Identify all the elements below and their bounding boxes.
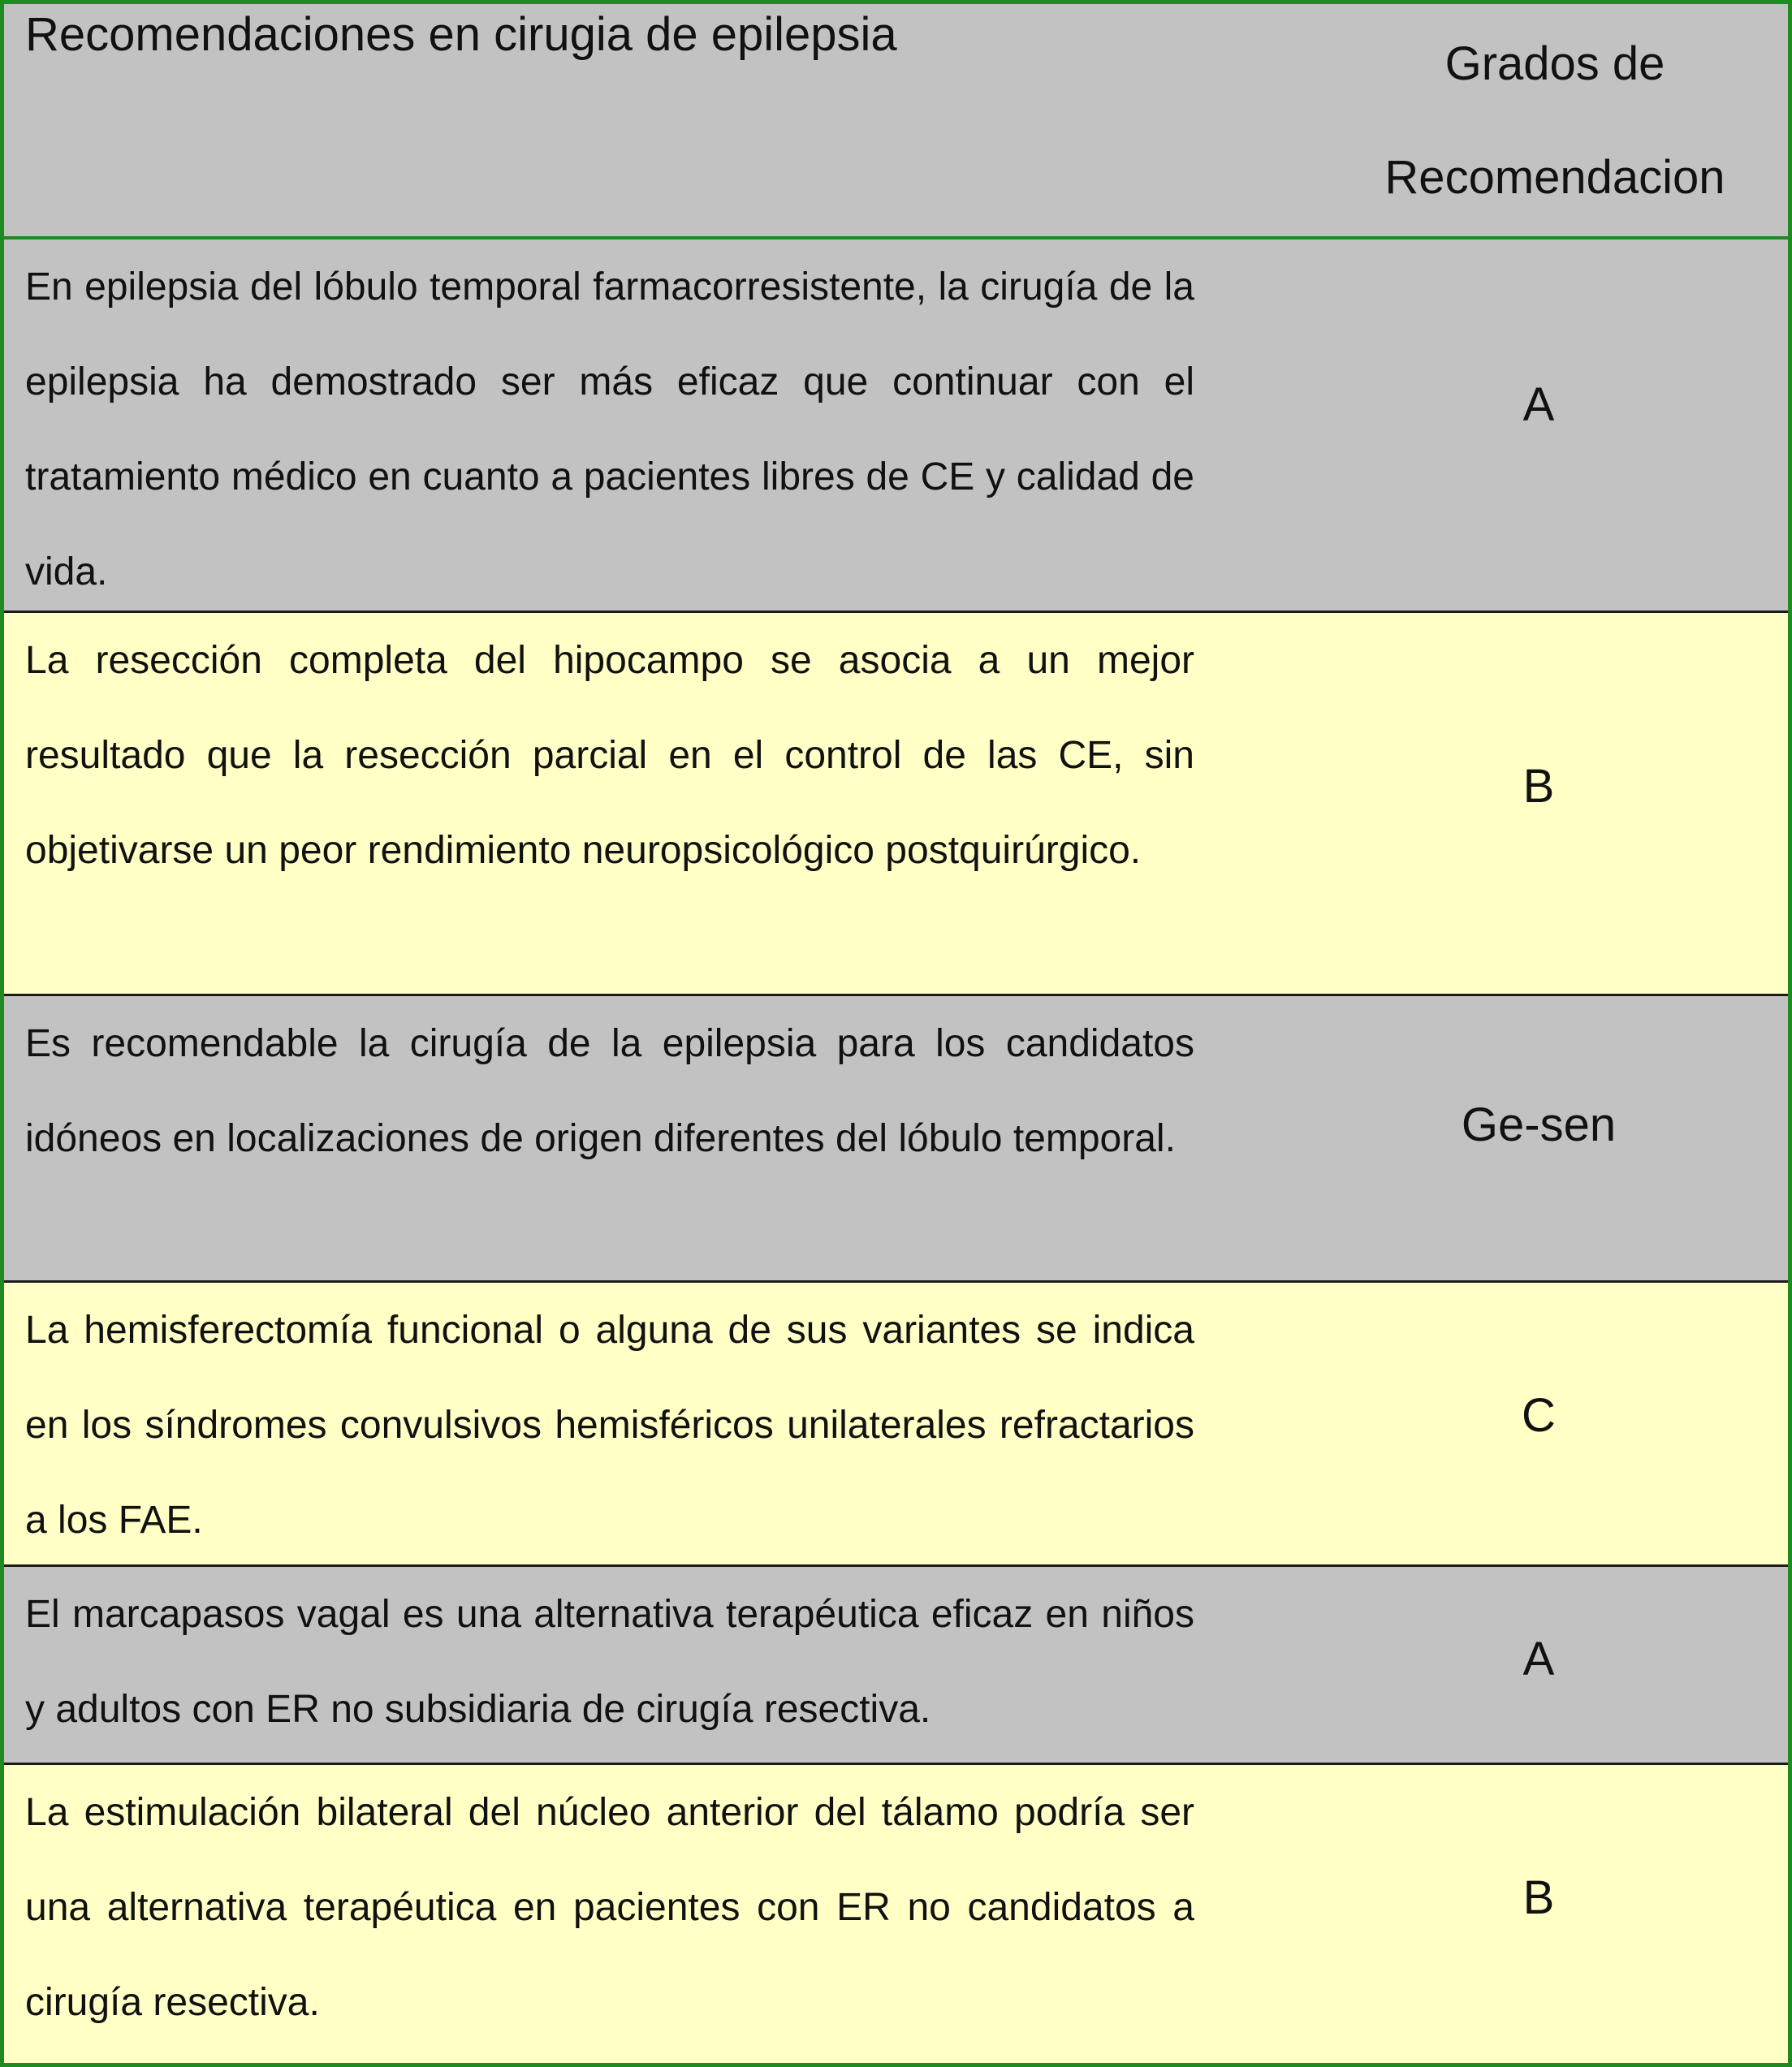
header-grade-line2: Recomendacion <box>1384 151 1725 204</box>
recommendation-text: La resección completa del hipocampo se asocia a un mejor resultado que la resección parcial en el control de las CE, sin objetivarse un peor rendimiento neuropsicológico postquirúrgico. <box>25 639 1194 872</box>
recommendation-grade: A <box>1522 378 1555 431</box>
recommendation-text: La hemisferectomía funcional o alguna de sus variantes se indica en los síndromes convulsivos hemisféricos unilaterales refractarios a los FAE. <box>25 1309 1194 1542</box>
recommendation-grade: A <box>1522 1633 1555 1685</box>
table-row <box>4 996 1788 1283</box>
table-row <box>4 1567 1788 1765</box>
table-row <box>4 1765 1788 2067</box>
table-row <box>4 613 1788 996</box>
table-header <box>4 4 1788 239</box>
recommendation-text: La estimulación bilateral del núcleo anterior del tálamo podría ser una alternativa terapéutica en pacientes con ER no candidatos a cirugía resectiva. <box>25 1791 1194 2024</box>
recommendation-grade: B <box>1522 1871 1555 1924</box>
recommendation-text: Es recomendable la cirugía de la epilepsia para los candidatos idóneos en localizaciones de origen diferentes del lóbulo temporal. <box>25 1022 1194 1160</box>
recommendation-text: En epilepsia del lóbulo temporal farmacorresistente, la cirugía de la epilepsia ha demostrado ser más eficaz que continuar con el tratamiento médico en cuanto a pacientes libres de CE y calidad de vida. <box>25 265 1194 593</box>
header-grade-column <box>1319 7 1790 235</box>
table-row <box>4 239 1788 613</box>
recommendation-grade: Ge-sen <box>1461 1098 1617 1151</box>
header-grade-line1: Grados de <box>1444 37 1665 90</box>
header-title: Recomendaciones en cirugia de epilepsia <box>25 8 897 61</box>
recommendation-grade: B <box>1522 760 1555 813</box>
table-row <box>4 1283 1788 1567</box>
recommendation-text: El marcapasos vagal es una alternativa terapéutica eficaz en niños y adultos con ER no subsidiaria de cirugía resectiva. <box>25 1593 1194 1731</box>
recommendation-grade: C <box>1522 1389 1556 1442</box>
